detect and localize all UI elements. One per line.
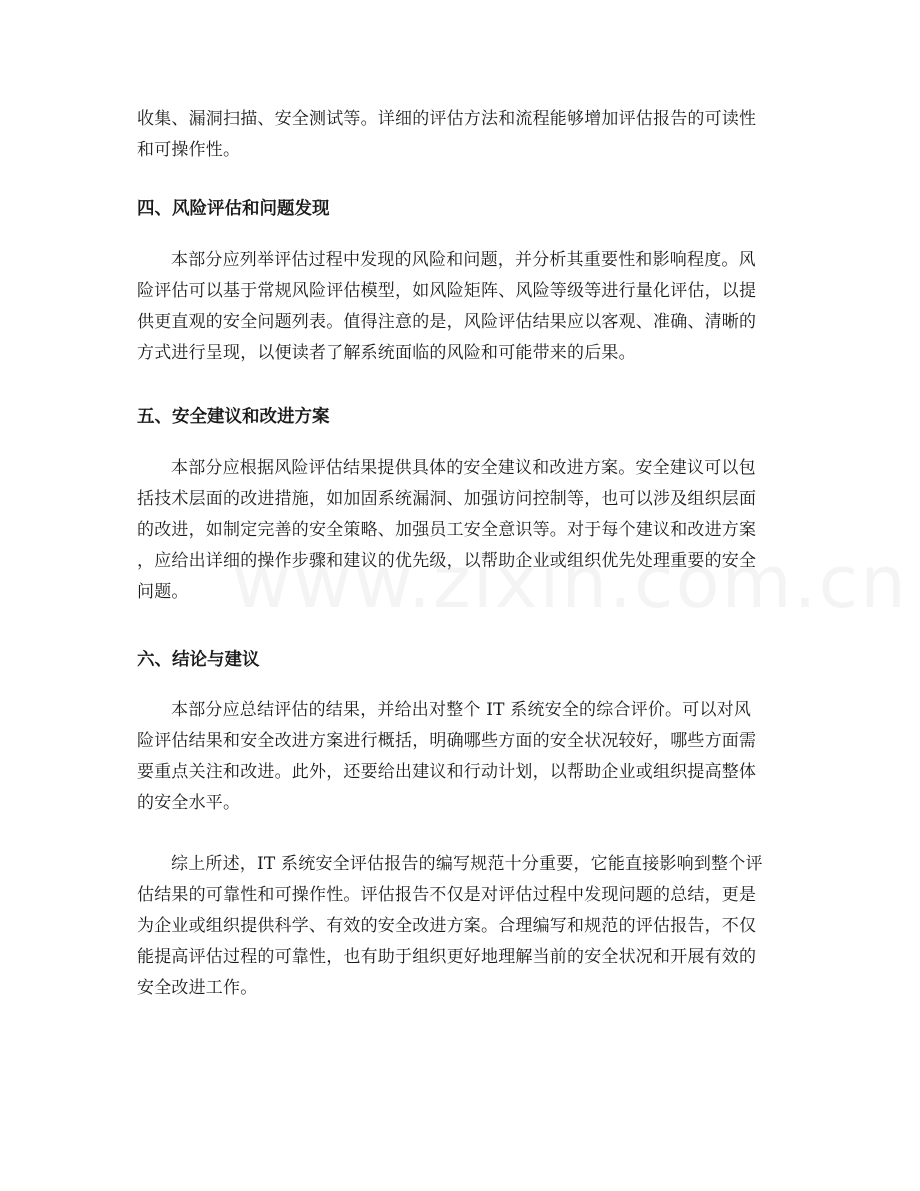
paragraph-line: 为企业或组织提供科学、有效的安全改进方案。合理编写和规范的评估报告，不仅 xyxy=(137,916,757,936)
paragraph-line: ，应给出详细的操作步骤和建议的优先级，以帮助企业或组织优先处理重要的安全 xyxy=(137,551,757,571)
paragraph-line: 供更直观的安全问题列表。值得注意的是，风险评估结果应以客观、准确、清晰的 xyxy=(137,312,757,332)
intro-paragraph xyxy=(137,104,756,166)
section-heading-6: 六、结论与建议 xyxy=(137,650,260,670)
paragraph-line: 要重点关注和改进。此外，还要给出建议和行动计划，以帮助企业或组织提高整体 xyxy=(137,762,757,782)
summary-paragraph xyxy=(137,849,763,1004)
paragraph-line: 安全改进工作。 xyxy=(137,978,258,998)
paragraph-line: 估结果的可靠性和可操作性。评估报告不仅是对评估过程中发现问题的总结，更是 xyxy=(137,885,757,905)
paragraph-line: 问题。 xyxy=(137,582,189,602)
paragraph-line: 方式进行呈现，以便读者了解系统面临的风险和可能带来的后果。 xyxy=(137,343,636,363)
paragraph-line: 本部分应列举评估过程中发现的风险和问题，并分析其重要性和影响程度。风 xyxy=(171,250,756,270)
section-heading-5: 五、安全建议和改进方案 xyxy=(137,407,330,427)
paragraph-line: 的安全水平。 xyxy=(137,793,241,813)
section-5-paragraph xyxy=(137,453,756,608)
section-6-paragraph xyxy=(137,695,756,819)
paragraph-line: 括技术层面的改进措施，如加固系统漏洞、加强访问控制等，也可以涉及组织层面 xyxy=(137,489,757,509)
paragraph-line: 收集、漏洞扫描、安全测试等。详细的评估方法和流程能够增加评估报告的可读性 xyxy=(137,109,757,129)
paragraph-line: 和可操作性。 xyxy=(137,140,241,160)
paragraph-line: 综上所述，IT 系统安全评估报告的编写规范十分重要，它能直接影响到整个评 xyxy=(171,854,763,874)
paragraph-line: 本部分应根据风险评估结果提供具体的安全建议和改进方案。安全建议可以包 xyxy=(171,458,756,478)
paragraph-line: 险评估结果和安全改进方案进行概括，明确哪些方面的安全状况较好，哪些方面需 xyxy=(137,731,757,751)
paragraph-line: 能提高评估过程的可靠性，也有助于组织更好地理解当前的安全状况和开展有效的 xyxy=(137,947,757,967)
section-4-paragraph xyxy=(137,245,756,369)
paragraph-line: 的改进，如制定完善的安全策略、加强员工安全意识等。对于每个建议和改进方案 xyxy=(137,520,757,540)
section-heading-4: 四、风险评估和问题发现 xyxy=(137,199,330,219)
paragraph-line: 本部分应总结评估的结果，并给出对整个 IT 系统安全的综合评价。可以对风 xyxy=(171,700,752,720)
paragraph-line: 险评估可以基于常规风险评估模型，如风险矩阵、风险等级等进行量化评估，以提 xyxy=(137,281,757,301)
